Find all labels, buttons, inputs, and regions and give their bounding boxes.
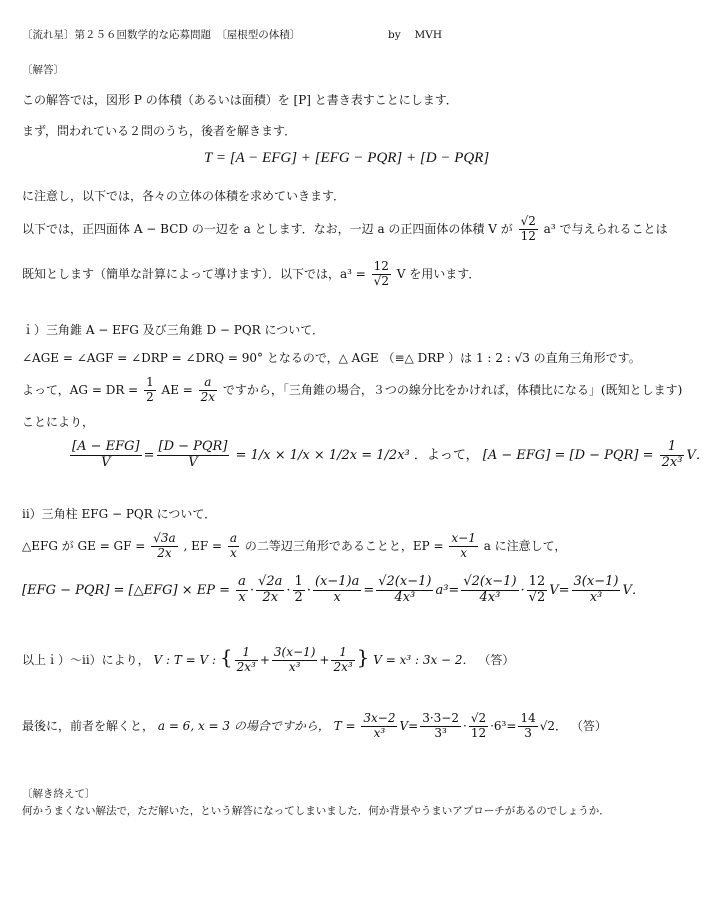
- section-1-result: [A − EFG] = [D − PQR] =: [482, 447, 654, 463]
- a-cubed-fraction: [372, 260, 391, 289]
- section-1-line-2-text-a: よって，AG = DR =: [22, 382, 139, 397]
- section-1-product: = 1/x × 1/x × 1/2x = 1/2x³: [235, 447, 410, 463]
- header-title: 〔流れ星〕第２５６回数学的な応募問題 〔屋根型の体積〕: [22, 29, 301, 41]
- section-2-equation-lhs: [EFG − PQR] = [△EFG] × EP: [22, 582, 215, 598]
- one-over-2x3-fraction: $\frac{1}{\text{2x³}}$: [661, 439, 683, 470]
- section-2-line-1-text-b: , EF =: [183, 538, 223, 553]
- final-result: ．: [555, 718, 568, 733]
- fraction-numerator: 12: [373, 259, 389, 273]
- paragraph-1: この解答では，図形 P の体積（あるいは面積）を [P] と書き表すことにします．: [22, 93, 458, 107]
- paragraph-4: [22, 215, 667, 244]
- x-minus-1-over-x-fraction: $\frac{x-1}{x}$: [451, 531, 476, 560]
- section-1-line-2-text-c: ですから，「三角錐の場合，３つの線分比をかければ，体積比になる」(既知とします): [222, 382, 683, 397]
- conclusion-equation: V : T = V :: [153, 652, 217, 667]
- a-over-2x-fraction: $\frac{a}{2x}$: [200, 375, 216, 404]
- volume-coefficient-fraction: [519, 215, 538, 244]
- root3-a-over-2x-fraction: $\frac{√3a}{2x}$: [153, 531, 176, 560]
- final-text-b: a = 6, x = 3 の場合ですから，: [157, 718, 330, 733]
- paragraph-4-text-a: 以下では，正四面体 A − BCD の一辺を a とします．なお，一辺 a の正四面体の体積 V が: [22, 221, 513, 236]
- section-2-line-1-text-a: △EFG が GE = GF =: [22, 538, 146, 553]
- section-1-then: ．よって，: [413, 447, 479, 463]
- answer-mark: （答）: [478, 652, 515, 667]
- conclusion-text: 以上ｉ）〜ii）により，: [22, 652, 150, 667]
- section-1-line-1: ∠AGE = ∠AGF = ∠DRP = ∠DRQ = 90° となるので，△ AGE （≡△ DRP ）は 1 : 2 : √3 の直角三角形です。: [22, 351, 641, 365]
- paragraph-5-text-b: V を用います．: [396, 266, 481, 281]
- ratio-A-EFG-fraction: $\frac{\text{[A − EFG]}}{V}$: [72, 439, 140, 470]
- equation-T: T = [A − EFG] + [EFG − PQR] + [D − PQR]: [204, 150, 490, 166]
- section-2-line-1-text-d: a に注意して，: [483, 538, 567, 553]
- section-1-heading: ｉ）三角錐 A − EFG 及び三角錐 D − PQR について．: [22, 323, 325, 337]
- paragraph-5-text-a: 既知とします（簡単な計算によって導けます）．以下では，a³ =: [22, 266, 366, 281]
- paragraph-2: まず，問われている２問のうち，後者を解きます．: [22, 124, 297, 138]
- final-answer-mark: （答）: [570, 718, 607, 733]
- section-2-heading: ii）三角柱 EFG − PQR について．: [22, 507, 217, 521]
- final-equation: T =: [333, 718, 356, 733]
- fraction-numerator: √2: [520, 214, 536, 228]
- footer-text: 何かうまくない解法で，ただ解いた，という解答になってしまいました．何か背景やうまいアプローチがあるのでしょうか．: [22, 805, 610, 817]
- section-2-equation: [EFG − PQR] = [△EFG] × EP = $\frac{a}{x}$ · $\frac{√2a}{2x}$ · $\frac{1}{2}$ · $\frac{(x-1)a}{x}$ = $\frac{√2(x-1)}{\text{4x³}}$ a³= $\frac{√2(x-1)}{\text{4x³}}$ · $\frac{12}{√2}$ V= $\frac{3(x-1)}{\text{x³}}$ V．: [22, 574, 645, 605]
- section-2-line-1: [22, 532, 566, 561]
- section-1-line-2: [22, 376, 682, 405]
- fraction-denominator: 12: [520, 228, 536, 243]
- final-line: 最後に，前者を解くと， a = 6, x = 3 の場合ですから， T = $\frac{3x-2}{\text{x³}}$ V= $\frac{3\cdot 3-2}{\text{3³}}$ · $\frac{√2}{12}$ ·6³= $\frac{14}{3}$ √2． （答）: [22, 711, 607, 740]
- one-half-fraction: $\frac{1}{2}$: [146, 375, 154, 404]
- header-author: by MVH: [388, 29, 442, 41]
- conclusion-line: 以上ｉ）〜ii）により， V : T = V : { $\frac{1}{\text{2x³}}$ + $\frac{3(x-1)}{\text{x³}}$ + $\frac{1}{\text{2x³}}$ } V = x³ : 3x − 2． （答）: [22, 644, 515, 674]
- paragraph-3: に注意し，以下では，各々の立体の体積を求めていきます．: [22, 189, 346, 203]
- final-text-a: 最後に，前者を解くと，: [22, 718, 155, 733]
- conclusion-result: V = x³ : 3x − 2．: [373, 652, 475, 667]
- section-1-line-2-text-b: AE =: [161, 382, 193, 397]
- footer-heading: 〔解き終えて〕: [22, 788, 96, 800]
- paragraph-4-text-b: a³ で与えられることは: [543, 221, 668, 236]
- ratio-D-PQR-fraction: $\frac{\text{[D − PQR]}}{V}$: [158, 439, 228, 470]
- fraction-denominator: √2: [373, 273, 389, 288]
- section-2-line-1-text-c: の二等辺三角形であることと，EP =: [244, 538, 444, 553]
- section-answer-heading: 〔解答〕: [22, 64, 64, 76]
- section-1-line-3: ことにより，: [22, 415, 95, 429]
- a-over-x-fraction: $\frac{a}{x}$: [229, 531, 238, 560]
- paragraph-5: [22, 260, 480, 289]
- section-1-equation: $\frac{\text{[A − EFG]}}{V}$ = $\frac{\text{[D − PQR]}}{V}$ = 1/x × 1/x × 1/2x = 1/2x³ ．よって， [A − EFG] = [D − PQR] = $\frac{1}{\text{2x³}}$ V．: [72, 439, 709, 470]
